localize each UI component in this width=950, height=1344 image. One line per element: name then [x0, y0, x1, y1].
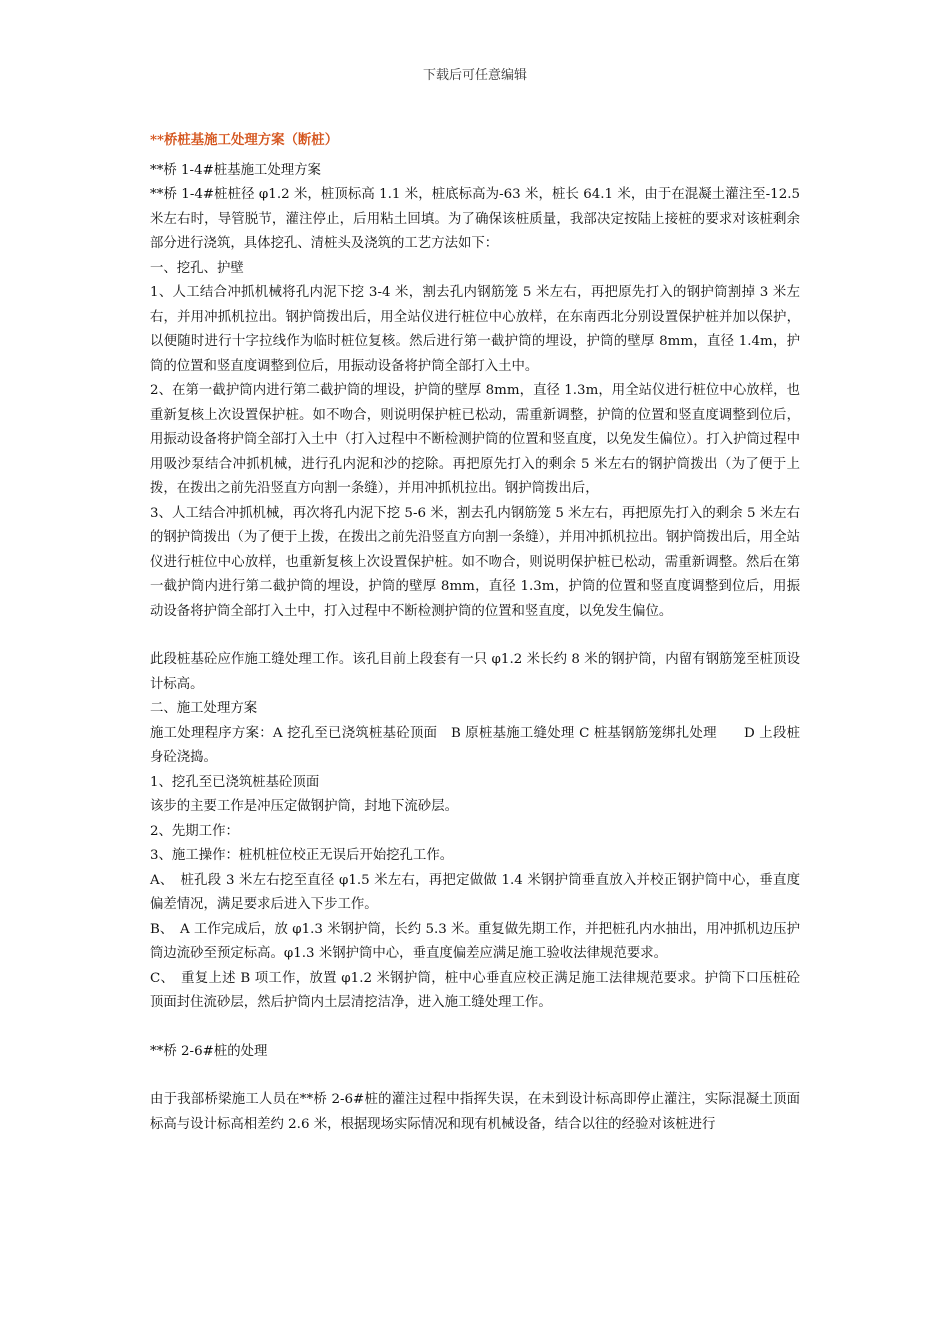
- paragraph: A、 桩孔段 3 米左右挖至直径 φ1.5 米左右，再把定做做 1.4 米钢护筒垂直放入并校正钢护筒中心，垂直度偏差情况，满足要求后进入下步工作。: [150, 872, 800, 912]
- paragraph: 2、在第一截护筒内进行第二截护筒的埋设，护筒的壁厚 8mm，直径 1.3m，用全站仪进行桩位中心放样，也重新复核上次设置保护桩。如不吻合，则说明保护桩已松动，需重新调整，护筒的位置和竖直度调整到位后，用振动设备将护筒全部打入土中（打入过程中不断检测护筒的位置和竖直度，以免发生偏位）。打入护筒过程中用吸沙泵结合冲抓机械，进行孔内泥和沙的挖除。再把原先打入的剩余 5 米左右的钢护筒拨出（为了便于上拨，在拨出之前先沿竖直方向割一条缝），并用冲抓机拉出。钢护筒拨出后，: [150, 383, 800, 496]
- paragraph: 施工处理程序方案：A 挖孔至已浇筑桩基砼顶面 B 原桩基施工缝处理 C 桩基钢筋笼绑扎处理 D 上段桩身砼浇捣。: [150, 725, 800, 765]
- paragraph: **桥 1-4#桩基施工处理方案: [150, 162, 321, 178]
- page-header: 下载后可任意编辑: [422, 68, 527, 83]
- blank-line: [150, 1016, 800, 1040]
- paragraph: **桥 1-4#桩桩径 φ1.2 米，桩顶标高 1.1 米，桩底标高为-63 米，桩长 64.1 米，由于在混凝土灌注至-12.5 米左右时，导管脱节，灌注停止，后用粘土回填。为了确保该桩质量，我部决定按陆上接桩的要求对该桩剩余部分进行浇筑，具体挖孔、清桩头及浇筑的工艺方法如下：: [150, 187, 800, 251]
- paragraph: 2、先期工作：: [150, 823, 239, 839]
- paragraph: 3、施工操作：桩机桩位校正无误后开始挖孔工作。: [150, 848, 454, 863]
- paragraph: 该步的主要工作是冲压定做钢护筒，封地下流砂层。: [150, 799, 458, 814]
- paragraph: C、 重复上述 B 项工作，放置 φ1.2 米钢护筒，桩中心垂直应校正满足施工法律规范要求。护筒下口压桩砼顶面封住流砂层，然后护筒内土层清挖洁净，进入施工缝处理工作。: [150, 970, 800, 1010]
- paragraph: 3、人工结合冲抓机械，再次将孔内泥下挖 5-6 米，割去孔内钢筋笼 5 米左右，再把原先打入的剩余 5 米左右的钢护筒拨出（为了便于上拨，在拨出之前先沿竖直方向割一条缝），并用冲抓机拉出。钢护筒拨出后，用全站仪进行桩位中心放样，也重新复核上次设置保护桩。如不吻合，则说明保护桩已松动，需重新调整。然后在第一截护筒内进行第二截护筒的埋设，护筒的壁厚 8mm，直径 1.3m，护筒的位置和竖直度调整到位后，用振动设备将护筒全部打入土中，打入过程中不断检测护筒的位置和竖直度，以免发生偏位。: [150, 505, 800, 619]
- paragraph: 二、施工处理方案: [150, 701, 258, 716]
- paragraph: 一、挖孔、护壁: [150, 260, 244, 276]
- paragraph: B、 A 工作完成后，放 φ1.3 米钢护筒，长约 5.3 米。重复做先期工作，并把桩孔内水抽出，用冲抓机边压护筒边流砂至预定标高。φ1.3 米钢护筒中心，垂直度偏差应满足施工验收法律规范要求。: [150, 921, 800, 961]
- blank-line: [150, 1064, 800, 1088]
- paragraph: 由于我部桥梁施工人员在**桥 2-6#桩的灌注过程中指挥失误，在未到设计标高即停止灌注，实际混凝土顶面标高与设计标高相差约 2.6 米，根据现场实际情况和现有机械设备，结合以往的经验对该桩进行: [150, 1092, 800, 1132]
- document-title: **桥桩基施工处理方案（断桩）: [150, 132, 339, 148]
- paragraph: 此段桩基砼应作施工缝处理工作。该孔目前上段套有一只 φ1.2 米长约 8 米的钢护筒，内留有钢筋笼至桩顶设计标高。: [150, 652, 800, 692]
- document-body: [150, 128, 800, 1137]
- paragraph: **桥 2-6#桩的处理: [150, 1043, 268, 1059]
- paragraph: 1、挖孔至已浇筑桩基砼顶面: [150, 774, 320, 790]
- paragraph: 1、人工结合冲抓机械将孔内泥下挖 3-4 米，割去孔内钢筋笼 5 米左右，再把原先打入的钢护筒割掉 3 米左右，并用冲抓机拉出。钢护筒拨出后，用全站仪进行桩位中心放样，在东南西北分别设置保护桩并加以保护，以便随时进行十字拉线作为临时桩位复核。然后进行第一截护筒的埋设，护筒的壁厚 8mm，直径 1.4m，护筒的位置和竖直度调整到位后，用振动设备将护筒全部打入土中。: [150, 285, 800, 374]
- blank-line: [150, 624, 800, 648]
